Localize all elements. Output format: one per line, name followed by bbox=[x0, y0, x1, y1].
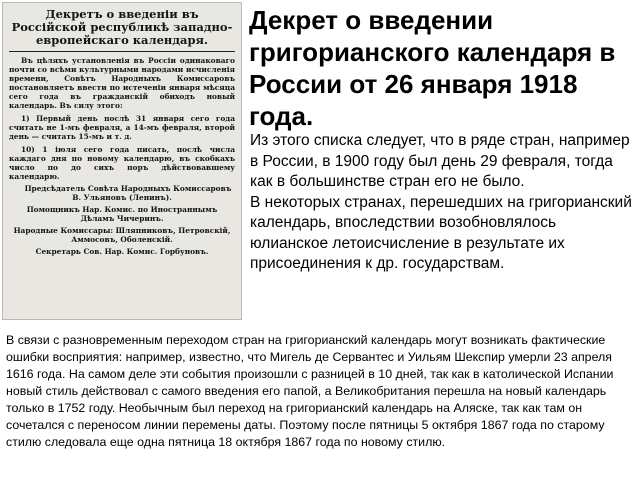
side-paragraph-1: Из этого списка следует, что в ряде стран, например в России, в 1900 году был день 29 февраля, тогда как в большинстве стран его не было. bbox=[250, 132, 630, 190]
decree-signature-3: Народные Комиссары: Шляпниковъ, Петровскій, Аммосовъ, Оболенскій. bbox=[13, 226, 231, 244]
bottom-paragraph: В связи с разновременным переходом стран на григорианский календарь могут возникать фактические ошибки восприятия: например, известно, что Мигель де Сервантес и Уильям Шекспир умерли 23 апреля 1616 года. На самом деле эти события произошли с разницей в 10 дней, так как в католической Испании новый стиль действовал с самого введения его папой, а Великобритания перешла на новый календарь только в 1752 году. Необычным был переход на григорианский календарь на Аляске, так как там он сочетался с переносом линии перемены даты. Поэтому после пятницы 5 октября 1867 года по старому стилю следовала еще одна пятница 18 октября 1867 года по новому стилю. bbox=[6, 333, 614, 449]
decree-title: Декретъ о введеніи въ Россійской республикѣ западно-европейскаго календаря. bbox=[11, 7, 233, 47]
decree-signature-4: Секретарь Сов. Нар. Комис. Горбуновъ. bbox=[35, 247, 209, 256]
decree-signature-2: Помощникъ Нар. Комис. по Иностраннымъ Дѣламъ Чичеринъ. bbox=[26, 205, 218, 223]
decree-divider bbox=[9, 51, 235, 52]
decree-paragraph-2: 1) Первый день послѣ 31 января сего года считать не 1-мъ февраля, а 14-мъ февраля, второй день — считать 15-мъ и т. д. bbox=[9, 114, 235, 141]
decree-paragraph-1: Въ цѣляхъ установленія въ Россіи одинаковаго почти со всѣми культурными народами исчисленія времени, Совѣтъ Народныхъ Комиссаровъ постановляетъ ввести по истеченіи января мѣсяца сего года въ гражданскій обиходъ новый календарь. Въ силу этого: bbox=[9, 56, 235, 110]
side-paragraph-2: В некоторых странах, перешедших на григорианский календарь, впоследствии возобновлялось юлианское летоисчисление в результате их присоединения к др. государствам. bbox=[250, 193, 632, 272]
decree-signature-1: Предсѣдатель Совѣта Народныхъ Комиссаровъ В. Ульяновъ (Ленинъ). bbox=[24, 184, 232, 202]
side-text bbox=[250, 131, 638, 275]
decree-paragraph-3: 10) 1 іюля сего года писать, послѣ числа каждаго дня по новому календарю, въ скобкахъ число по до сихъ поръ дѣйствовавшему календарю. bbox=[9, 145, 235, 181]
decree-image bbox=[2, 2, 242, 320]
slide-title: Декрет о введении григорианского календаря в России от 26 января 1918 года. bbox=[249, 5, 616, 131]
